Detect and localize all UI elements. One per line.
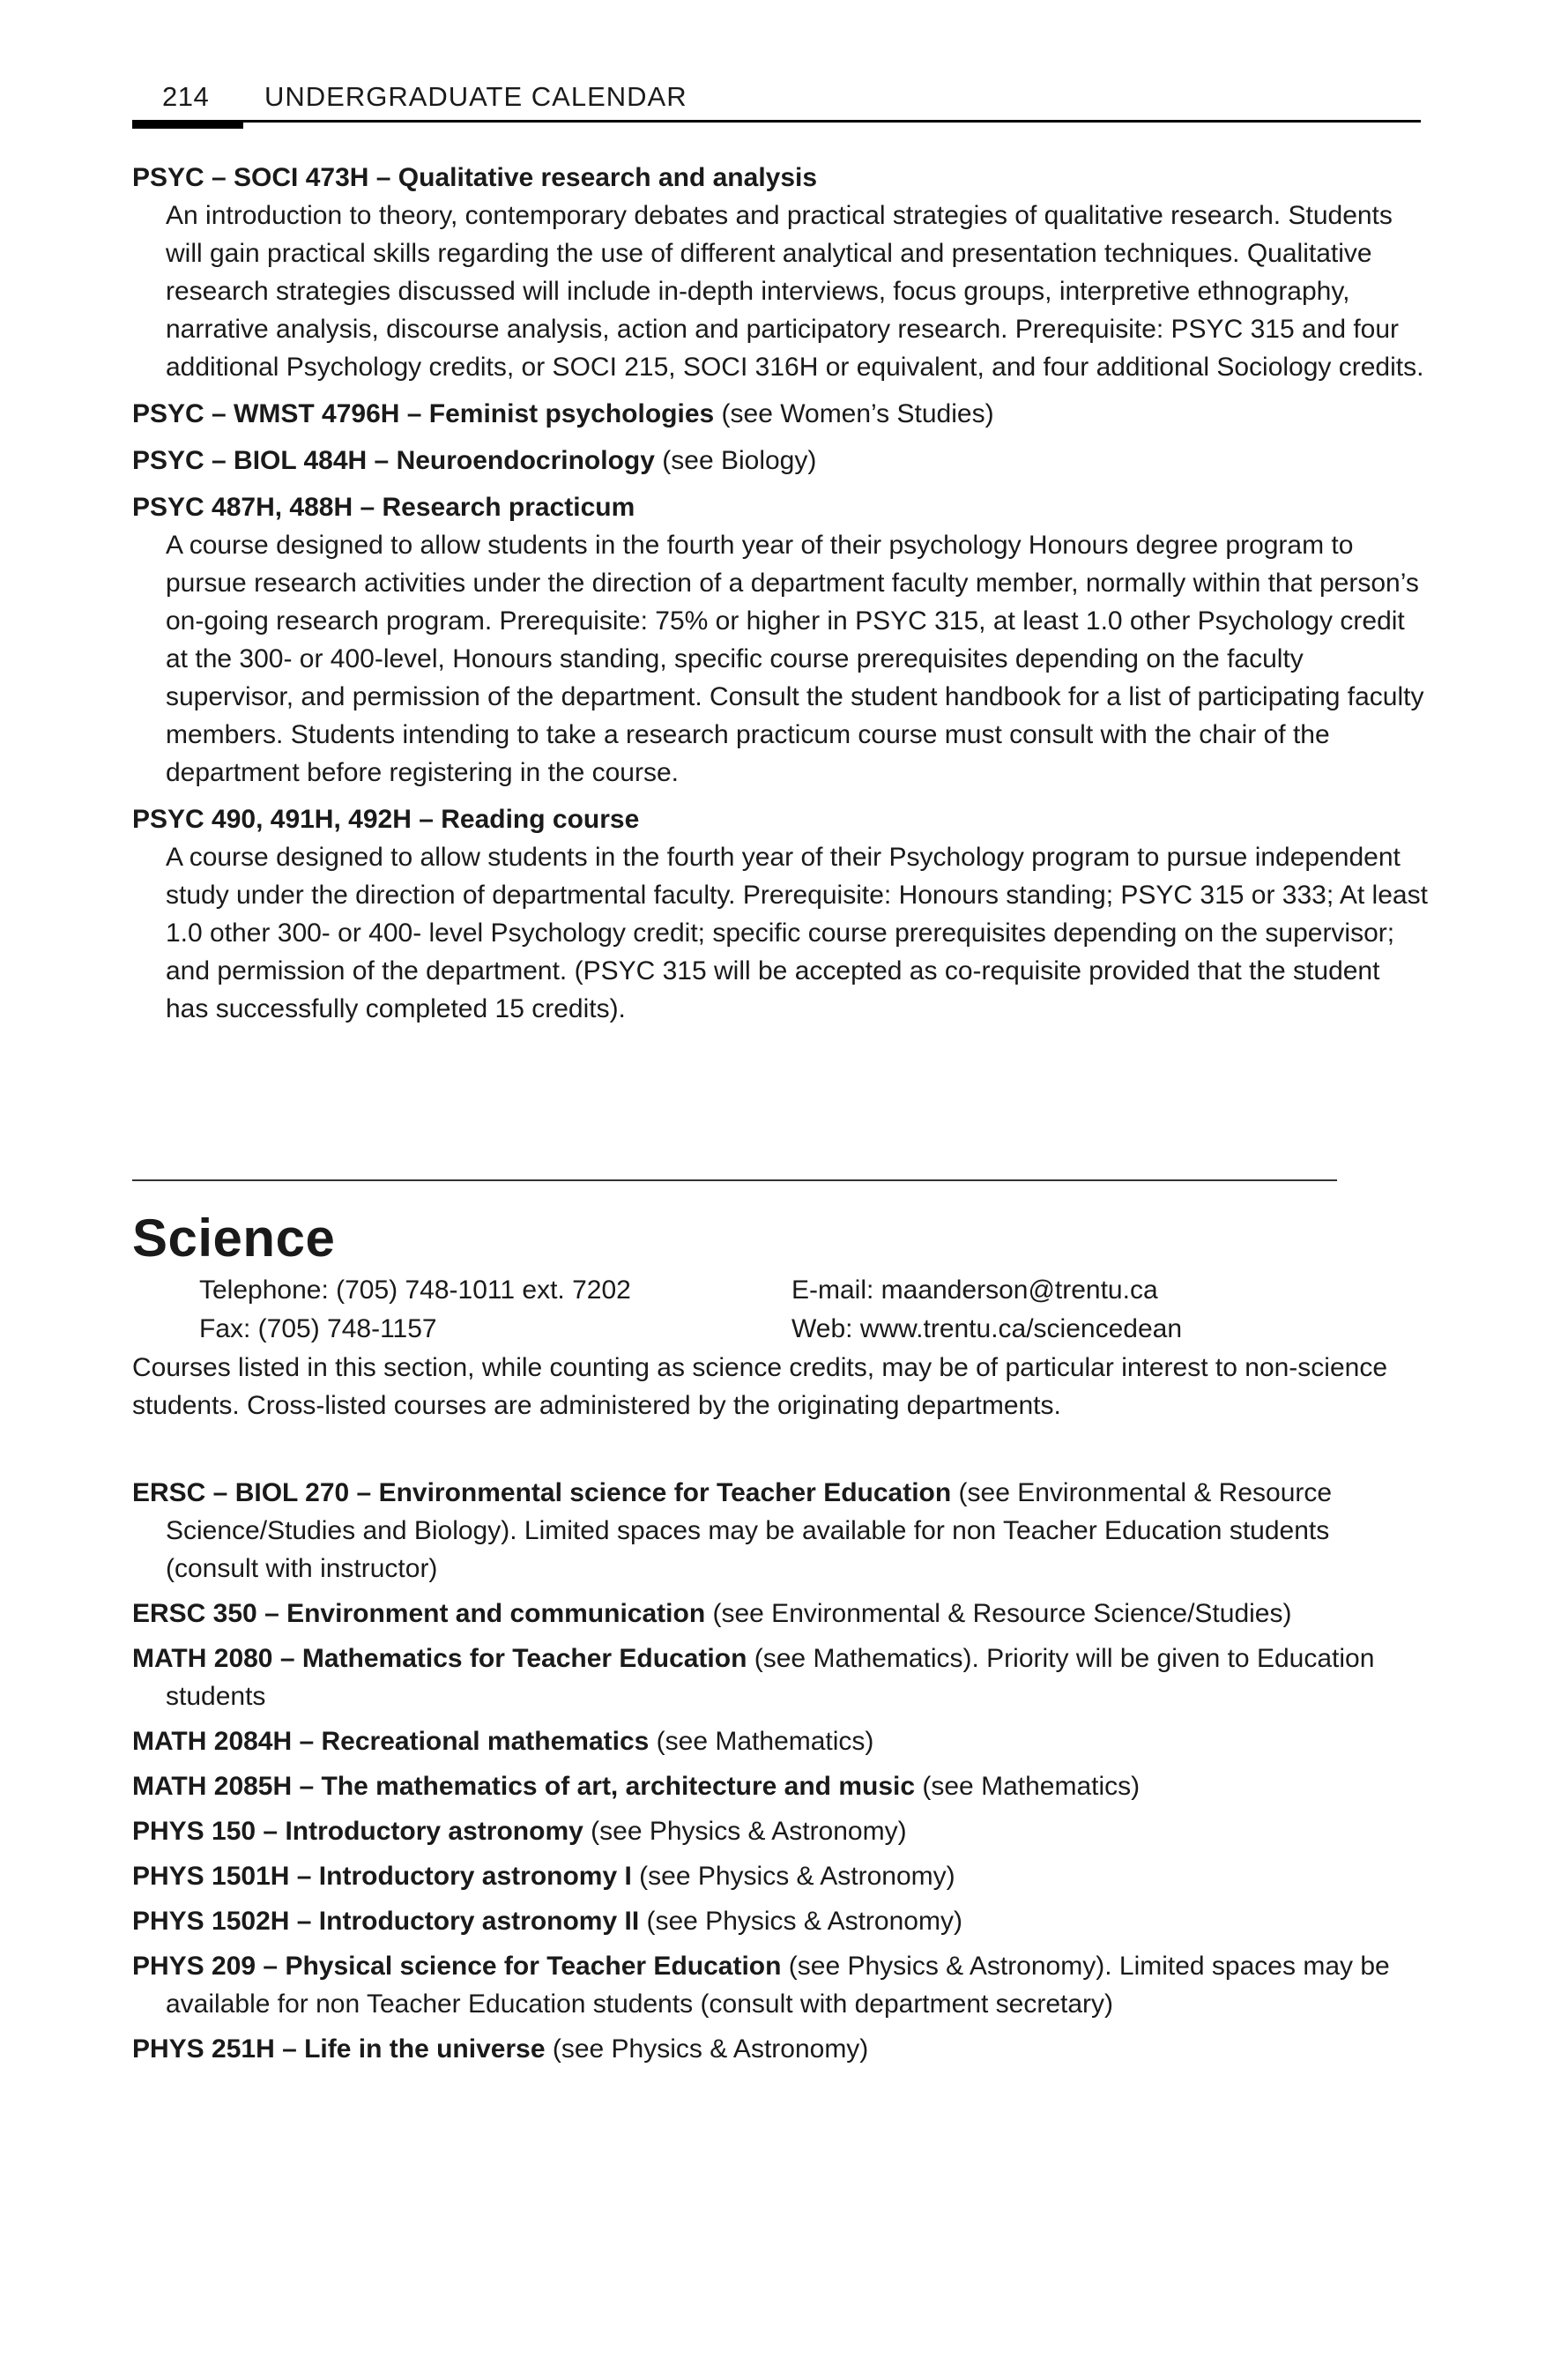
contact-info xyxy=(199,1271,1345,1349)
course-see-note: (see Environmental & Resource Science/Studies) xyxy=(705,1599,1292,1628)
course-entry xyxy=(132,159,1428,386)
course-entry xyxy=(132,1902,1428,1940)
course-description: A course designed to allow students in the fourth year of their psychology Honours degree program to pursue research activities under the direction of a department faculty member, normally within that person’s on-going research program. Prerequisite: 75% or higher in PSYC 315, at least 1.0 other Psychology credit at the 300- or 400-level, Honours standing, specific course prerequisites depending on the faculty supervisor, and permission of the department. Consult the student handbook for a list of participating faculty members. Students intending to take a research practicum course must consult with the chair of the department before registering in the course. xyxy=(166,531,1424,787)
fax-text: Fax: (705) 748-1157 xyxy=(199,1314,437,1343)
course-see-note: (see Environmental & Resource Science/Studies and Biology). Limited spaces may be available for non Teacher Education students (consult with instructor) xyxy=(166,1478,1333,1583)
course-description: An introduction to theory, contemporary debates and practical strategies of qualitative research. Students will gain practical skills regarding the use of different analytical and presentation techniques. Qualitative research strategies discussed will include in-depth interviews, focus groups, interpretive ethnography, narrative analysis, discourse analysis, action and participatory research. Prerequisite: PSYC 315 and four additional Psychology credits, or SOCI 215, SOCI 316H or equivalent, and four additional Sociology credits. xyxy=(166,201,1424,382)
course-heading: PHYS 209 – Physical science for Teacher Education xyxy=(132,1952,782,1981)
course-heading: PSYC 487H, 488H – Research practicum xyxy=(132,493,635,522)
course-entry xyxy=(132,1640,1428,1715)
section-intro: Courses listed in this section, while counting as science credits, may be of particular interest to non-science students. Cross-listed courses are administered by the originating departments. xyxy=(132,1353,1388,1420)
psychology-course-list xyxy=(132,159,1428,1037)
running-title: UNDERGRADUATE CALENDAR xyxy=(264,81,687,112)
course-heading: PHYS 251H – Life in the universe xyxy=(132,2034,546,2064)
course-entry xyxy=(132,395,1428,433)
course-see-note: (see Mathematics) xyxy=(915,1772,1141,1801)
course-entry xyxy=(132,1812,1428,1850)
course-entry xyxy=(132,1947,1428,2023)
web-link[interactable]: Web: www.trentu.ca/sciencedean xyxy=(791,1314,1183,1343)
course-heading: MATH 2085H – The mathematics of art, architecture and music xyxy=(132,1772,916,1801)
course-heading: PHYS 150 – Introductory astronomy xyxy=(132,1817,583,1846)
header-rule xyxy=(132,120,1421,123)
course-entry xyxy=(132,442,1428,480)
course-see-note: (see Physics & Astronomy) xyxy=(639,1907,962,1936)
telephone-text: Telephone: (705) 748-1011 ext. 7202 xyxy=(199,1276,631,1305)
section-divider xyxy=(132,1179,1337,1181)
course-see-note: (see Women’s Studies) xyxy=(714,399,994,428)
course-entry xyxy=(132,1722,1428,1760)
course-heading: PHYS 1502H – Introductory astronomy II xyxy=(132,1907,640,1936)
course-entry xyxy=(132,1595,1428,1633)
course-heading: PSYC – SOCI 473H – Qualitative research and analysis xyxy=(132,163,818,192)
section-title: Science xyxy=(132,1209,336,1268)
course-see-note: (see Physics & Astronomy) xyxy=(583,1817,907,1846)
course-see-note: (see Mathematics) xyxy=(649,1727,874,1756)
course-see-note: (see Physics & Astronomy) xyxy=(545,2034,869,2064)
course-see-note: (see Physics & Astronomy). Limited spaces may be available for non Teacher Education students (consult with department secretary) xyxy=(166,1952,1390,2019)
course-heading: PHYS 1501H – Introductory astronomy I xyxy=(132,1862,632,1891)
course-entry xyxy=(132,1474,1428,1588)
course-heading: MATH 2080 – Mathematics for Teacher Education xyxy=(132,1644,747,1673)
course-entry xyxy=(132,800,1428,1028)
course-entry xyxy=(132,2030,1428,2068)
course-heading: PSYC – BIOL 484H – Neuroendocrinology xyxy=(132,446,655,475)
course-heading: ERSC 350 – Environment and communication xyxy=(132,1599,706,1628)
course-entry xyxy=(132,1857,1428,1895)
course-heading: ERSC – BIOL 270 – Environmental science for Teacher Education xyxy=(132,1478,952,1507)
course-heading: PSYC – WMST 4796H – Feminist psychologies xyxy=(132,399,715,428)
science-course-list xyxy=(132,1474,1428,2075)
course-see-note: (see Mathematics). Priority will be given to Education students xyxy=(166,1644,1375,1711)
header-tab-block xyxy=(132,120,243,129)
course-entry xyxy=(132,488,1428,792)
page-header xyxy=(132,81,1421,125)
course-heading: MATH 2084H – Recreational mathematics xyxy=(132,1727,650,1756)
course-description: A course designed to allow students in the fourth year of their Psychology program to pursue independent study under the direction of departmental faculty. Prerequisite: Honours standing; PSYC 315 or 333; At least 1.0 other 300- or 400- level Psychology credit; specific course prerequisites depending on the supervisor; and permission of the department. (PSYC 315 will be accepted as co-requisite provided that the student has successfully completed 15 credits). xyxy=(166,843,1428,1023)
page-number: 214 xyxy=(162,81,210,112)
course-see-note: (see Biology) xyxy=(654,446,817,475)
email-link[interactable]: E-mail: maanderson@trentu.ca xyxy=(791,1276,1158,1305)
course-heading: PSYC 490, 491H, 492H – Reading course xyxy=(132,805,640,834)
course-entry xyxy=(132,1767,1428,1805)
course-see-note: (see Physics & Astronomy) xyxy=(631,1862,955,1891)
